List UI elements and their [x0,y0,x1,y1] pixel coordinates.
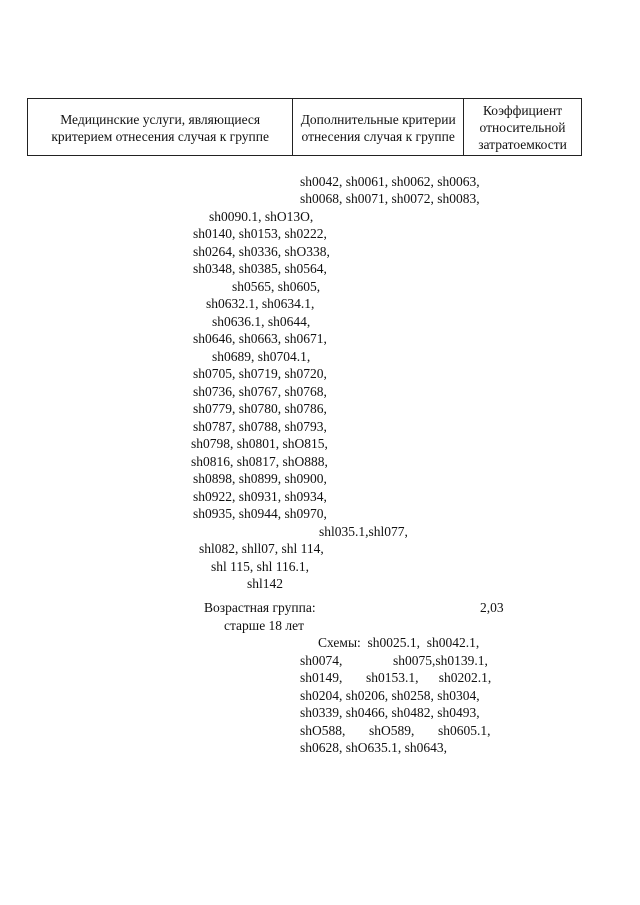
coefficient-value: 2,03 [480,600,504,615]
code-line: sh0705, sh0719, sh0720, [193,366,327,381]
code-line: shl082, shll07, shl 114, [199,541,324,556]
code-line: sh0632.1, sh0634.1, [206,296,315,311]
table-header [27,98,582,156]
header-additional-criteria: Дополнительные критерии отнесения случая к группе [293,99,464,156]
code-line: shl142 [247,576,284,591]
scheme-line: Схемы: sh0025.1, sh0042.1, [318,635,480,650]
code-line: sh0935, sh0944, sh0970, [193,506,327,521]
scheme-line: sh0204, sh0206, sh0258, sh0304, [300,688,480,703]
scheme-line: sh0628, shO635.1, sh0643, [300,740,448,755]
code-line: sh0922, sh0931, sh0934, [193,489,327,504]
code-line: shl035.1,shl077, [319,524,408,539]
header-medical-services: Медицинские услуги, являющиеся критерием отнесения случая к группе [28,99,293,156]
scheme-line: sh0149, sh0153.1, sh0202.1, [300,670,492,685]
code-line: sh0348, sh0385, sh0564, [193,261,327,276]
code-line: sh0646, sh0663, sh0671, [193,331,327,346]
code-line: sh0798, sh0801, shO815, [191,436,328,451]
code-line: sh0264, sh0336, shO338, [193,244,330,259]
age-group-label: Возрастная группа: [204,600,316,615]
code-line: sh0779, sh0780, sh0786, [193,401,327,416]
code-line: sh0636.1, sh0644, [212,314,311,329]
scheme-line: sh0339, sh0466, sh0482, sh0493, [300,705,480,720]
code-line: sh0689, sh0704.1, [212,349,311,364]
code-line: sh0068, sh0071, sh0072, sh0083, [300,191,480,206]
code-line: sh0042, sh0061, sh0062, sh0063, [300,174,480,189]
code-line: sh0736, sh0767, sh0768, [193,384,327,399]
scheme-line: sh0074, sh0075,sh0139.1, [300,653,488,668]
scheme-line: shO588, shO589, sh0605.1, [300,723,491,738]
code-line: shl 115, shl 116.1, [211,559,310,574]
code-line: sh0898, sh0899, sh0900, [193,471,327,486]
code-line: sh0816, sh0817, shO888, [191,454,328,469]
code-line: sh0787, sh0788, sh0793, [193,419,327,434]
header-cost-coefficient: Коэффициент относительной затратоемкости [464,99,582,156]
code-line: sh0565, sh0605, [232,279,321,294]
age-group-value: старше 18 лет [224,618,305,633]
code-line: sh0090.1, shO13O, [209,209,314,224]
code-line: sh0140, sh0153, sh0222, [193,226,327,241]
